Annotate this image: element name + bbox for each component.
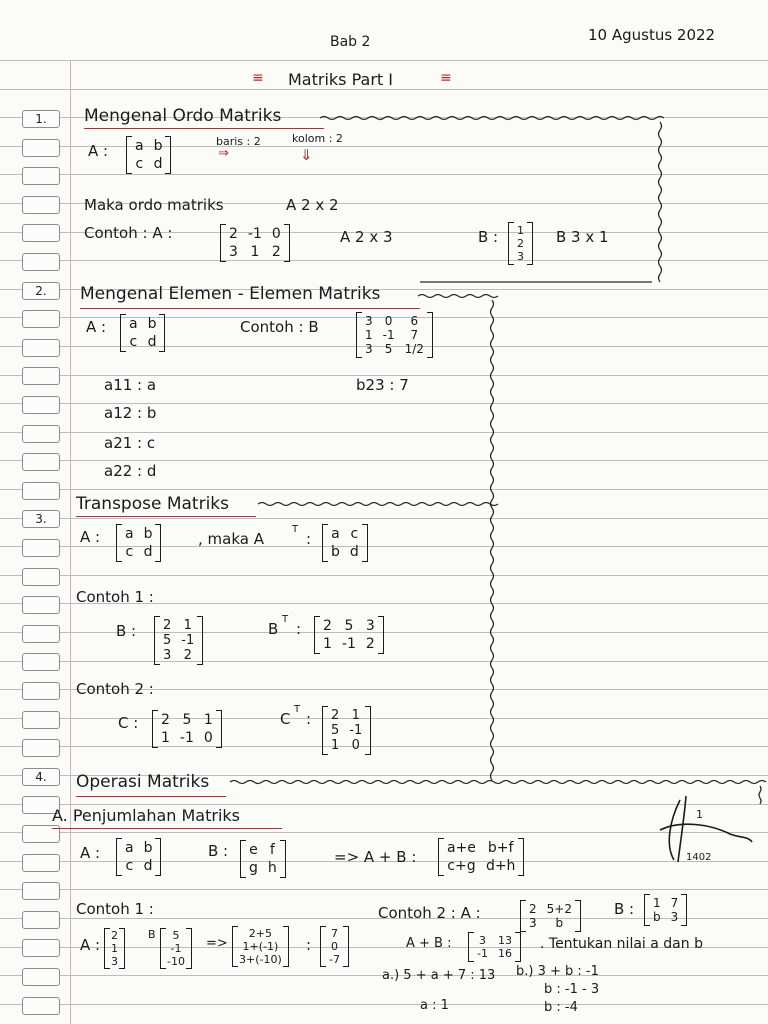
s3-bt-sup: T — [282, 614, 289, 625]
section-1-heading: Mengenal Ordo Matriks — [84, 106, 282, 126]
matrix-entry: 1+(-1) — [242, 940, 279, 953]
s1-b-ordo: B 3 x 1 — [556, 228, 609, 246]
matrix-entry: c — [129, 334, 138, 350]
matrix-entry: g — [249, 860, 258, 876]
matrix-entry: d — [349, 544, 359, 560]
matrix-entry: 1 — [203, 712, 213, 728]
matrix-entry: 0 — [203, 730, 213, 746]
s4-c2-sol-b1: b.) 3 + b : -1 — [516, 964, 599, 979]
s4-c2-sol-a1: a.) 5 + a + 7 : 13 — [382, 968, 496, 983]
matrix-entry: 2 — [517, 237, 524, 250]
matrix-entry: a — [135, 138, 144, 154]
matrix-entry: b — [147, 316, 157, 332]
matrix-entry: h — [267, 860, 277, 876]
matrix-entry: 2+5 — [248, 927, 272, 940]
margin-box: 4. — [22, 768, 60, 786]
matrix-entry: 1 — [517, 224, 524, 237]
matrix-entry: -7 — [329, 953, 340, 966]
s4-contoh1: Contoh 1 : — [76, 900, 154, 918]
section-4-heading: Operasi Matriks — [76, 772, 210, 792]
s1-ordo-expr: A 2 x 2 — [286, 196, 339, 214]
matrix-entry: 2 — [111, 929, 118, 942]
matrix-entry: c — [135, 156, 144, 172]
matrix-entry: 3 — [229, 244, 238, 260]
matrix-entry: 7 — [330, 927, 338, 940]
s3-c-label: C : — [118, 714, 139, 732]
s4-c1-b-label: B — [148, 928, 156, 941]
matrix-entry: 13 — [497, 934, 512, 947]
s4-b-label: B : — [208, 842, 229, 860]
matrix-entry: 1 — [183, 618, 192, 633]
matrix-entry: d — [147, 334, 157, 350]
s3-maka: , maka A — [198, 530, 264, 548]
s2-b23: b23 : 7 — [356, 376, 409, 394]
matrix-entry: 5 — [331, 723, 340, 738]
matrix-entry: 5 — [384, 342, 393, 356]
matrix-entry: d — [153, 156, 163, 172]
margin-box: 3. — [22, 510, 60, 528]
matrix-entry: 2 — [323, 618, 332, 634]
s4-c2-sol-b2: b : -1 - 3 — [544, 982, 600, 997]
s2-lhs: A : — [86, 318, 107, 336]
matrix-entry: 0 — [351, 738, 360, 753]
s3-bt-eq: : — [296, 620, 302, 638]
section-2-heading: Mengenal Elemen - Elemen Matriks — [80, 284, 381, 304]
matrix-entry: 5 — [182, 712, 192, 728]
s4-c2-sol-a2: a : 1 — [420, 998, 449, 1013]
s1-contoh-label: Contoh : A : — [84, 224, 173, 242]
matrix-entry: 5 — [163, 633, 172, 648]
margin-box: 1. — [22, 110, 60, 128]
matrix-entry: 1 — [323, 636, 332, 652]
matrix-entry: 5 — [344, 618, 354, 634]
matrix-entry: 2 — [331, 708, 340, 723]
matrix-entry: 2 — [229, 226, 238, 242]
matrix-entry: c+g — [447, 858, 476, 874]
s3-ct-label: C — [280, 710, 291, 728]
s4-arrow: => A + B : — [334, 848, 417, 866]
s3-bt-label: B — [268, 620, 279, 638]
s4-c1-eq: : — [306, 936, 312, 954]
s2-element-1: a11 : a — [104, 376, 157, 394]
matrix-entry: b — [331, 544, 340, 560]
s1-arrow-down: ⇓ — [300, 146, 313, 164]
matrix-entry: 1 — [111, 942, 118, 955]
matrix-entry: 1 — [653, 896, 661, 910]
s1-baris: baris : 2 — [216, 135, 261, 148]
matrix-entry: 3 — [365, 342, 373, 356]
matrix-entry: d — [143, 858, 153, 874]
matrix-entry: c — [350, 526, 359, 542]
s4-contoh2: Contoh 2 : A : — [378, 904, 481, 922]
matrix-entry: -1 — [477, 947, 488, 960]
matrix-entry: 2 — [529, 902, 537, 916]
matrix-entry: 0 — [271, 226, 281, 242]
s4-c2-sol-b3: b : -4 — [544, 1000, 578, 1015]
page-title: Matriks Part I — [288, 70, 393, 89]
matrix-entry: c — [125, 858, 134, 874]
matrix-entry: b — [555, 916, 564, 930]
matrix-entry: 3 — [111, 955, 118, 968]
matrix-entry: -1 — [181, 633, 195, 648]
s4-a-label: A : — [80, 844, 101, 862]
matrix-entry: 2 — [183, 648, 192, 663]
matrix-entry: b — [143, 526, 153, 542]
matrix-entry: 2 — [163, 618, 172, 633]
matrix-entry: d — [143, 544, 153, 560]
s4-c2-sum-label: A + B : — [406, 936, 452, 951]
matrix-entry: c — [125, 544, 134, 560]
s1-ordo-text: Maka ordo matriks — [84, 196, 224, 214]
matrix-entry: 1 — [365, 328, 373, 342]
matrix-entry: b+f — [487, 840, 514, 856]
matrix-entry: b — [153, 138, 163, 154]
s4-sub: A. Penjumlahan Matriks — [52, 806, 240, 825]
matrix-entry: -1 — [382, 328, 395, 342]
s4-c2-b-label: B : — [614, 900, 635, 918]
s1-arrow-right: ⇒ — [218, 146, 229, 161]
chapter-label: Bab 2 — [330, 34, 371, 50]
s3-ct-sup: T — [294, 704, 301, 715]
matrix-entry: -1 — [341, 636, 356, 652]
s2-element-3: a21 : c — [104, 434, 156, 452]
matrix-entry: 5 — [172, 929, 180, 942]
matrix-entry: 1 — [351, 708, 360, 723]
s4-c1-a-label: A : — [80, 936, 101, 954]
matrix-entry: a+e — [447, 840, 476, 856]
signature-mark: 1 — [696, 808, 703, 821]
s1-b-label: B : — [478, 228, 499, 246]
matrix-entry: f — [269, 842, 275, 858]
matrix-entry: b — [143, 840, 153, 856]
s3-contoh2: Contoh 2 : — [76, 680, 154, 698]
matrix-entry: a — [129, 316, 138, 332]
matrix-entry: 1 — [161, 730, 170, 746]
matrix-entry: 1/2 — [404, 342, 424, 356]
s4-c1-arrow: => — [206, 936, 228, 951]
section-3-heading: Transpose Matriks — [76, 494, 229, 514]
title-deco-left: ≡ — [252, 70, 264, 86]
matrix-entry: 3 — [529, 916, 537, 930]
date-label: 10 Agustus 2022 — [588, 26, 716, 44]
s3-ct-eq: : — [306, 710, 312, 728]
matrix-entry: 2 — [365, 636, 375, 652]
matrix-entry: 3 — [517, 250, 524, 263]
matrix-entry: d+h — [485, 858, 516, 874]
matrix-entry: -1 — [170, 942, 182, 955]
s2-element-2: a12 : b — [104, 404, 157, 422]
matrix-entry: 3 — [670, 910, 679, 924]
matrix-entry: 2 — [271, 244, 281, 260]
s3-b-label: B : — [116, 622, 137, 640]
s3-contoh1: Contoh 1 : — [76, 588, 154, 606]
matrix-entry: 7 — [670, 896, 679, 910]
matrix-entry: b — [653, 910, 661, 924]
matrix-entry: a — [331, 526, 340, 542]
s1-kolom: kolom : 2 — [292, 132, 343, 145]
matrix-entry: 0 — [384, 314, 393, 328]
matrix-entry: 3 — [365, 314, 373, 328]
matrix-entry: a — [125, 526, 134, 542]
matrix-entry: -1 — [247, 226, 262, 242]
s2-contoh-label: Contoh : B — [240, 318, 319, 336]
s2-element-4: a22 : d — [104, 462, 157, 480]
matrix-entry: 16 — [497, 947, 512, 960]
s1-contoh-ordo: A 2 x 3 — [340, 228, 393, 246]
matrix-entry: 5+2 — [546, 902, 572, 916]
title-deco-right: ≡ — [440, 70, 452, 86]
s4-c2-task: . Tentukan nilai a dan b — [540, 936, 703, 952]
matrix-entry: -10 — [167, 955, 185, 968]
margin-box: 2. — [22, 282, 60, 300]
s3-sup: T — [292, 524, 299, 535]
matrix-entry: 3 — [365, 618, 375, 634]
matrix-entry: 0 — [330, 940, 338, 953]
matrix-entry: 1 — [250, 244, 260, 260]
matrix-entry: 3 — [478, 934, 486, 947]
s1-lhs: A : — [88, 142, 109, 160]
matrix-entry: 2 — [161, 712, 170, 728]
s3-lhs: A : — [80, 528, 101, 546]
matrix-entry: 3+(-10) — [239, 953, 282, 966]
s3-eq: : — [306, 530, 312, 548]
matrix-entry: 7 — [410, 328, 419, 342]
matrix-entry: a — [125, 840, 134, 856]
matrix-entry: -1 — [179, 730, 194, 746]
matrix-entry: 3 — [163, 648, 172, 663]
matrix-entry: -1 — [349, 723, 363, 738]
matrix-entry: e — [249, 842, 258, 858]
matrix-entry: 1 — [331, 738, 340, 753]
matrix-entry: 6 — [410, 314, 419, 328]
signature-date: 1402 — [686, 852, 712, 863]
